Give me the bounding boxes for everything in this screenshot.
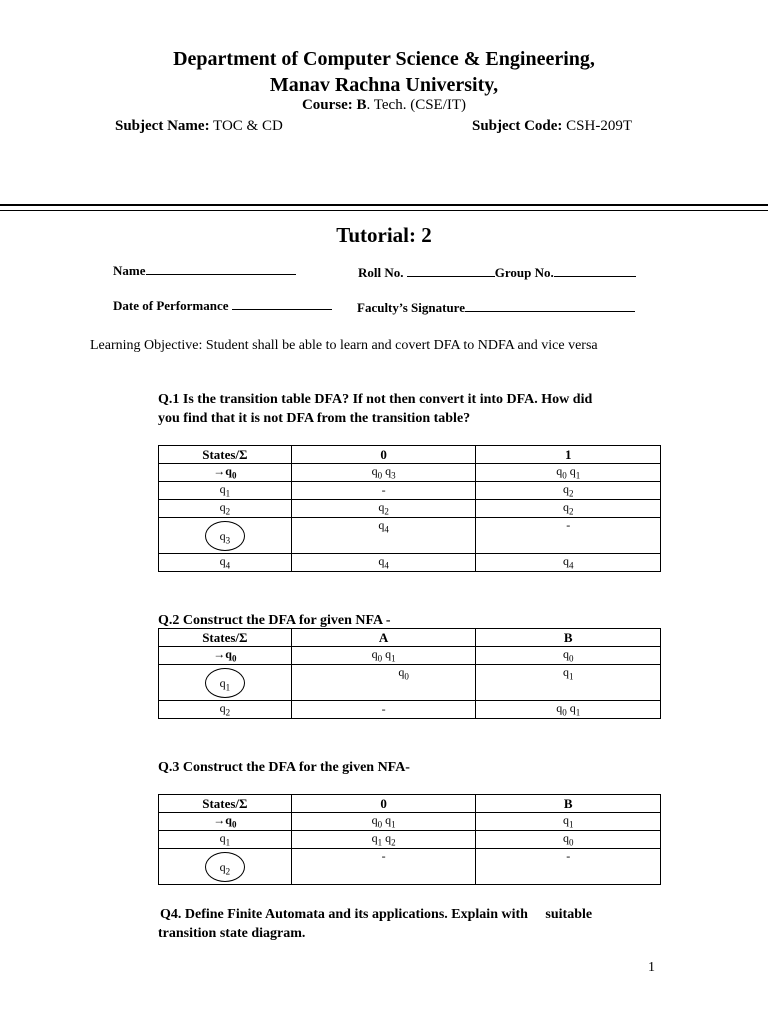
table-row — [159, 813, 661, 831]
name-line[interactable] — [146, 274, 296, 275]
faculty-line[interactable] — [465, 311, 635, 312]
table-row — [159, 665, 661, 701]
tutorial-title: Tutorial: 2 — [336, 223, 432, 247]
transition-cell: - — [291, 849, 476, 885]
transition-cell: - — [476, 518, 661, 554]
state-cell: $\to q_0$ — [159, 813, 292, 831]
final-state-circle: $q_3$ — [205, 521, 245, 551]
subject-code — [472, 118, 632, 135]
table-row — [159, 701, 661, 719]
department-title: Department of Computer Science & Engineering, — [173, 48, 595, 70]
transition-cell: $q_0$ — [476, 647, 661, 665]
q3-transition-table — [158, 794, 661, 885]
transition-cell: - — [291, 701, 476, 719]
header-states: States/Σ — [159, 629, 292, 647]
state-cell-final — [159, 665, 292, 701]
q4-text-line2: transition state diagram. — [158, 926, 306, 941]
header-symbol-1: 1 — [476, 446, 661, 464]
roll-field — [358, 265, 636, 281]
group-label: Group No. — [494, 265, 554, 280]
group-line[interactable] — [554, 276, 636, 277]
transition-cell: $q_4$ — [291, 518, 476, 554]
transition-cell: $q_2$ — [291, 500, 476, 518]
course-rest: . Tech. (CSE/IT) — [366, 97, 467, 113]
faculty-field — [357, 300, 635, 316]
transition-cell: $q_0$ $q_3$ — [291, 464, 476, 482]
transition-cell: - — [291, 482, 476, 500]
university-title: Manav Rachna University, — [269, 74, 499, 96]
state-cell: $q_4$ — [159, 554, 292, 572]
state-cell: $q_2$ — [159, 500, 292, 518]
table-row — [159, 446, 661, 464]
transition-cell: $q_0$ — [291, 665, 476, 701]
table-row — [159, 831, 661, 849]
table-row — [159, 500, 661, 518]
subject-code-value: CSH-209T — [562, 118, 633, 134]
q2-text: Q.2 Construct the DFA for given NFA - — [158, 613, 391, 628]
transition-cell: $q_4$ — [476, 554, 661, 572]
subject-name-value: TOC & CD — [209, 118, 283, 134]
header-rule-thick — [0, 204, 768, 206]
transition-cell: $q_1$ — [476, 813, 661, 831]
header-states: States/Σ — [159, 795, 292, 813]
state-cell: $q_1$ — [159, 482, 292, 500]
transition-cell: - — [476, 849, 661, 885]
table-row — [159, 482, 661, 500]
final-state-circle: $q_1$ — [205, 668, 245, 698]
state-cell: $\to q_0$ — [159, 464, 292, 482]
q1-transition-table — [158, 445, 661, 572]
header-symbol-a: A — [291, 629, 476, 647]
state-cell: $q_2$ — [159, 701, 292, 719]
transition-cell: $q_2$ — [476, 482, 661, 500]
transition-cell: $q_4$ — [291, 554, 476, 572]
transition-cell: $q_1$ — [476, 665, 661, 701]
table-row — [159, 647, 661, 665]
transition-cell: $q_0$ $q_1$ — [476, 464, 661, 482]
header-symbol-b: B — [476, 629, 661, 647]
table-row — [159, 518, 661, 554]
table-row — [159, 464, 661, 482]
faculty-label: Faculty’s Signature — [357, 300, 465, 315]
transition-cell: $q_0$ $q_1$ — [291, 647, 476, 665]
q1-text-line1: Q.1 Is the transition table DFA? If not then convert it into DFA. How did — [158, 392, 593, 407]
roll-line[interactable] — [407, 276, 495, 277]
transition-cell: $q_0$ $q_1$ — [476, 701, 661, 719]
course-value: B — [356, 97, 367, 113]
subject-code-label: Subject Code: — [472, 118, 563, 134]
transition-cell: $q_1$ $q_2$ — [291, 831, 476, 849]
state-cell: $q_1$ — [159, 831, 292, 849]
header-symbol-0: 0 — [291, 795, 476, 813]
table-row — [159, 795, 661, 813]
transition-cell: $q_0$ — [476, 831, 661, 849]
roll-label: Roll No. — [358, 265, 407, 280]
date-field — [113, 298, 332, 314]
table-row — [159, 629, 661, 647]
header-states: States/Σ — [159, 446, 292, 464]
date-line[interactable] — [232, 309, 332, 310]
date-label: Date of Performance — [113, 298, 232, 313]
table-row — [159, 849, 661, 885]
q1-text-line2: you find that it is not DFA from the transition table? — [158, 411, 471, 426]
state-cell-final — [159, 518, 292, 554]
course-line — [0, 97, 768, 114]
header-symbol-b: B — [476, 795, 661, 813]
q3-text: Q.3 Construct the DFA for the given NFA- — [158, 760, 410, 775]
transition-cell: $q_0$ $q_1$ — [291, 813, 476, 831]
page-number: 1 — [648, 960, 655, 975]
transition-cell: $q_2$ — [476, 500, 661, 518]
state-cell: $\to q_0$ — [159, 647, 292, 665]
q2-transition-table — [158, 628, 661, 719]
name-label: Name — [113, 263, 146, 278]
course-label: Course: — [301, 97, 357, 113]
state-cell-final — [159, 849, 292, 885]
q4-text-line1: Q4. Define Finite Automata and its applications. Explain with suitable — [160, 907, 593, 922]
subject-name-label: Subject Name: — [115, 118, 210, 134]
final-state-circle: $q_2$ — [205, 852, 245, 882]
learning-objective: Learning Objective: Student shall be able to learn and covert DFA to NDFA and vice versa — [90, 338, 598, 353]
table-row — [159, 554, 661, 572]
header-symbol-0: 0 — [291, 446, 476, 464]
header-rule-thin — [0, 210, 768, 211]
name-field — [113, 263, 296, 279]
subject-name — [115, 118, 283, 135]
